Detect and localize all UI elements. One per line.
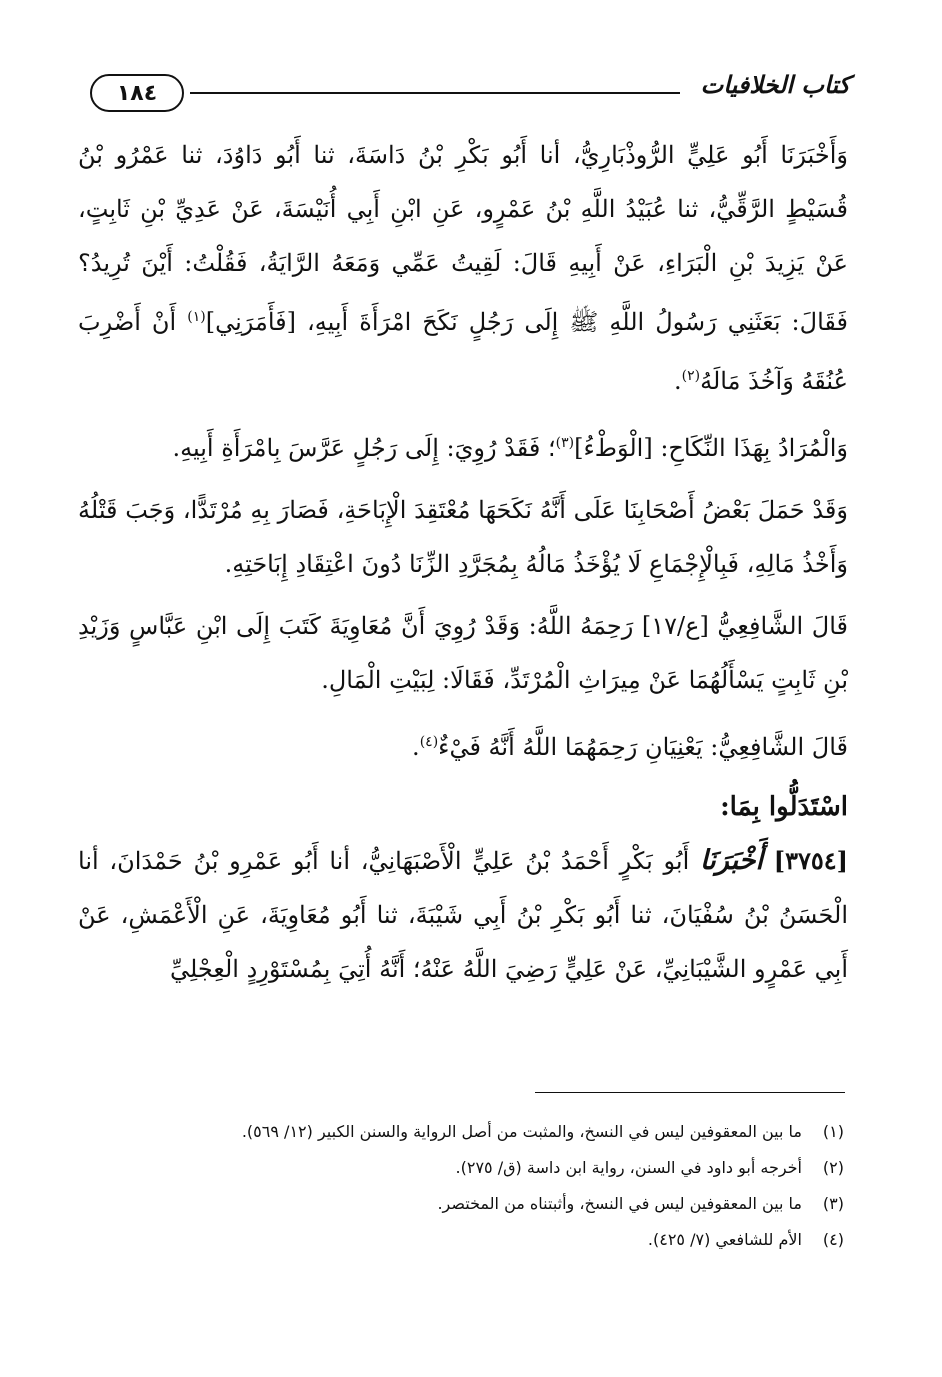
paragraph-2-end: ؛ فَقَدْ رُوِيَ: إِلَى رَجُلٍ عَرَّسَ بِامْرَأَةِ أَبِيهِ.: [172, 434, 556, 462]
paragraph-5: [78, 715, 848, 774]
footnotes: [90, 1114, 844, 1258]
header-rule: [190, 92, 680, 94]
page-header: [90, 68, 850, 116]
footnote-text: ما بين المعقوفين ليس في النسخ، والمثبت من أصل الرواية والسنن الكبير (١٢/ ٥٦٩).: [241, 1122, 802, 1141]
hadith-number: [٣٧٥٤]: [773, 846, 848, 875]
paragraph-6: [78, 834, 848, 996]
paragraph-6-text: أَبُو بَكْرٍ أَحْمَدُ بْنُ عَلِيٍّ الْأَصْبَهَانِيُّ، أنا أَبُو عَمْرِو بْنُ حَمْدَانَ، أنا الْحَسَنُ بْنُ سُفْيَانَ، ثنا أَبُو بَكْرِ بْنُ أَبِي شَيْبَةَ، ثنا أَبُو مُعَاوِيَةَ، عَنِ الْأَعْمَشِ، عَنْ أَبِي عَمْرٍو الشَّيْبَانِيِّ، عَنْ عَلِيٍّ رَضِيَ اللَّهُ عَنْهُ؛ أَنَّهُ أُتِيَ بِمُسْتَوْرِدٍ الْعِجْلِيِّ: [78, 847, 848, 983]
paragraph-1-text: وَأَخْبَرَنَا أَبُو عَلِيٍّ الرُّوذْبَارِيُّ، أنا أَبُو بَكْرِ بْنُ دَاسَةَ، ثنا أَبُو دَاوُدَ، ثنا عَمْرُو بْنُ قُسَيْطٍ الرَّقِّيُّ، ثنا عُبَيْدُ اللَّهِ بْنُ عَمْرٍو، عَنِ ابْنِ أَبِي أُنَيْسَةَ، عَنْ عَدِيِّ بْنِ ثَابِتٍ، عَنْ يَزِيدَ بْنِ الْبَرَاءِ، عَنْ أَبِيهِ قَالَ: لَقِيتُ عَمِّي وَمَعَهُ الرَّايَةُ، فَقُلْتُ: أَيْنَ تُرِيدُ؟ فَقَالَ: بَعَثَنِي رَسُولُ اللَّهِ ﷺ إِلَى رَجُلٍ نَكَحَ امْرَأَةَ أَبِيهِ، [فَأَمَرَنِي]: [78, 141, 849, 336]
page-number: ١٨٤: [90, 74, 184, 112]
akhbarana-word: أَخْبَرَنَا: [700, 845, 763, 876]
paragraph-1-mid: أَنْ أَضْرِبَ عُنُقَهُ وَآخُذَ مَالَهُ: [78, 308, 848, 395]
footnote-ref-4[interactable]: (٤): [419, 734, 439, 750]
paragraph-2: [78, 416, 848, 475]
footnote-1: [90, 1114, 844, 1150]
paragraph-1-end: .: [674, 367, 682, 395]
paragraph-1: [78, 128, 848, 408]
footnote-3: [90, 1186, 844, 1222]
footnote-text: ما بين المعقوفين ليس في النسخ، وأثبتناه من المختصر.: [437, 1194, 802, 1213]
footnote-number: (٤): [822, 1230, 844, 1249]
footnote-number: (٢): [822, 1158, 844, 1177]
footnote-ref-2[interactable]: (٢): [681, 368, 701, 384]
footnote-4: [90, 1222, 844, 1258]
paragraph-5-end: .: [412, 733, 420, 761]
paragraph-3: وَقَدْ حَمَلَ بَعْضُ أَصْحَابِنَا عَلَى أَنَّهُ نَكَحَهَا مُعْتَقِدَ الْإِبَاحَةِ، فَصَارَ بِهِ مُرْتَدًّا، وَجَبَ قَتْلُهُ وَأَخْذُ مَالِهِ، فَبِالْإِجْمَاعِ لَا يُؤْخَذُ مَالُهُ بِمُجَرَّدِ الزِّنَا دُونَ اعْتِقَادِ إِبَاحَتِهِ.: [78, 496, 848, 578]
footnote-number: (٣): [822, 1194, 844, 1213]
footnote-text: أخرجه أبو داود في السنن، رواية ابن داسة (ق/ ٢٧٥).: [455, 1158, 802, 1177]
footnote-number: (١): [822, 1122, 844, 1141]
footnote-2: [90, 1150, 844, 1186]
section-heading: اسْتَدَلُّوا بِمَا:: [720, 792, 848, 822]
footnote-ref-3[interactable]: (٣): [555, 435, 575, 451]
main-text: [78, 128, 848, 996]
book-title: كتاب الخلافيات: [700, 70, 850, 99]
paragraph-5-text: قَالَ الشَّافِعِيُّ: يَعْنِيَانِ رَحِمَهُمَا اللَّهُ أَنَّهُ فَيْءٌ: [438, 733, 848, 761]
paragraph-4: قَالَ الشَّافِعِيُّ [ع/١٧] رَحِمَهُ اللَّهُ: وَقَدْ رُوِيَ أَنَّ مُعَاوِيَةَ كَتَبَ إِلَى ابْنِ عَبَّاسٍ وَزَيْدِ بْنِ ثَابِتٍ يَسْأَلُهُمَا عَنْ مِيرَاثِ الْمُرْتَدِّ، فَقَالَا: لِبَيْتِ الْمَالِ.: [78, 612, 848, 694]
footnote-ref-1[interactable]: (١): [187, 309, 206, 325]
paragraph-2-text: وَالْمُرَادُ بِهَذَا النِّكَاحِ: [الْوَطْءُ]: [574, 434, 848, 462]
footnote-divider: [535, 1092, 845, 1093]
footnote-text: الأم للشافعي (٧/ ٤٢٥).: [647, 1230, 802, 1249]
